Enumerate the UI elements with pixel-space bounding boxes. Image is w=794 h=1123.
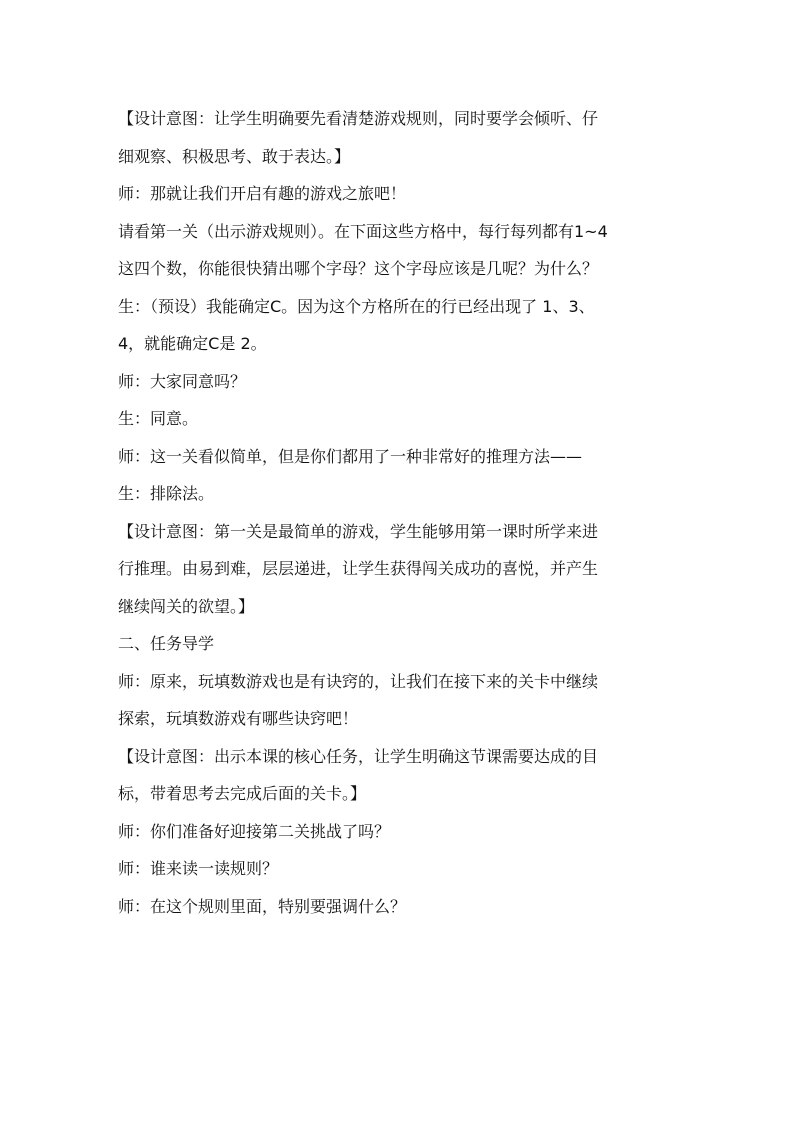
teacher-line-method: 师：这一关看似简单，但是你们都用了一种非常好的推理方法——: [118, 446, 583, 466]
section-heading-task-guidance: 二、任务导学: [118, 634, 215, 653]
teacher-line-emphasize: 师：在这个规则里面，特别要强调什么？: [118, 896, 407, 916]
teacher-line-tips-1: 师：原来，玩填数游戏也是有诀窍的，让我们在接下来的关卡中继续: [118, 671, 599, 691]
level-one-instruction-line-1: 请看第一关（出示游戏规则）。在下面这些方格中，每行每列都有1~4: [118, 221, 608, 241]
student-line-agree: 生：同意。: [118, 409, 199, 428]
teacher-line-read-rules: 师：谁来读一读规则？: [118, 859, 279, 878]
design-intent-paragraph-3-line-1: 【设计意图：出示本课的核心任务，让学生明确这节课需要达成的目: [118, 746, 599, 766]
design-intent-paragraph-1-line-2: 细观察、积极思考、敢于表达。】: [118, 146, 351, 166]
student-answer-line-1: 生：（预设）我能确定C。因为这个方格所在的行已经出现了 1、3、: [118, 296, 595, 316]
design-intent-paragraph-1-line-1: 【设计意图：让学生明确要先看清楚游戏规则，同时要学会倾听、仔: [118, 109, 599, 128]
document-body: [118, 100, 688, 925]
level-one-instruction-line-2: 这四个数，你能很快猜出哪个字母？这个字母应该是几呢？为什么？: [118, 259, 599, 278]
teacher-line-game-start: 师：那就让我们开启有趣的游戏之旅吧！: [118, 184, 407, 203]
design-intent-paragraph-2-line-2: 行推理。由易到难，层层递进，让学生获得闯关成功的喜悦，并产生: [118, 559, 599, 578]
teacher-line-level-two: 师：你们准备好迎接第二关挑战了吗？: [118, 821, 391, 841]
design-intent-paragraph-2-line-1: 【设计意图：第一关是最简单的游戏，学生能够用第一课时所学来进: [118, 521, 599, 541]
teacher-line-agree: 师：大家同意吗？: [118, 371, 247, 391]
student-answer-line-2: 4，就能确定C是 2。: [118, 334, 267, 353]
student-line-elimination: 生：排除法。: [118, 484, 215, 503]
design-intent-paragraph-2-line-3: 继续闯关的欲望。】: [118, 596, 255, 616]
design-intent-paragraph-3-line-2: 标，带着思考去完成后面的关卡。】: [118, 784, 367, 803]
teacher-line-tips-2: 探索，玩填数游戏有哪些诀窍吧！: [118, 709, 359, 728]
